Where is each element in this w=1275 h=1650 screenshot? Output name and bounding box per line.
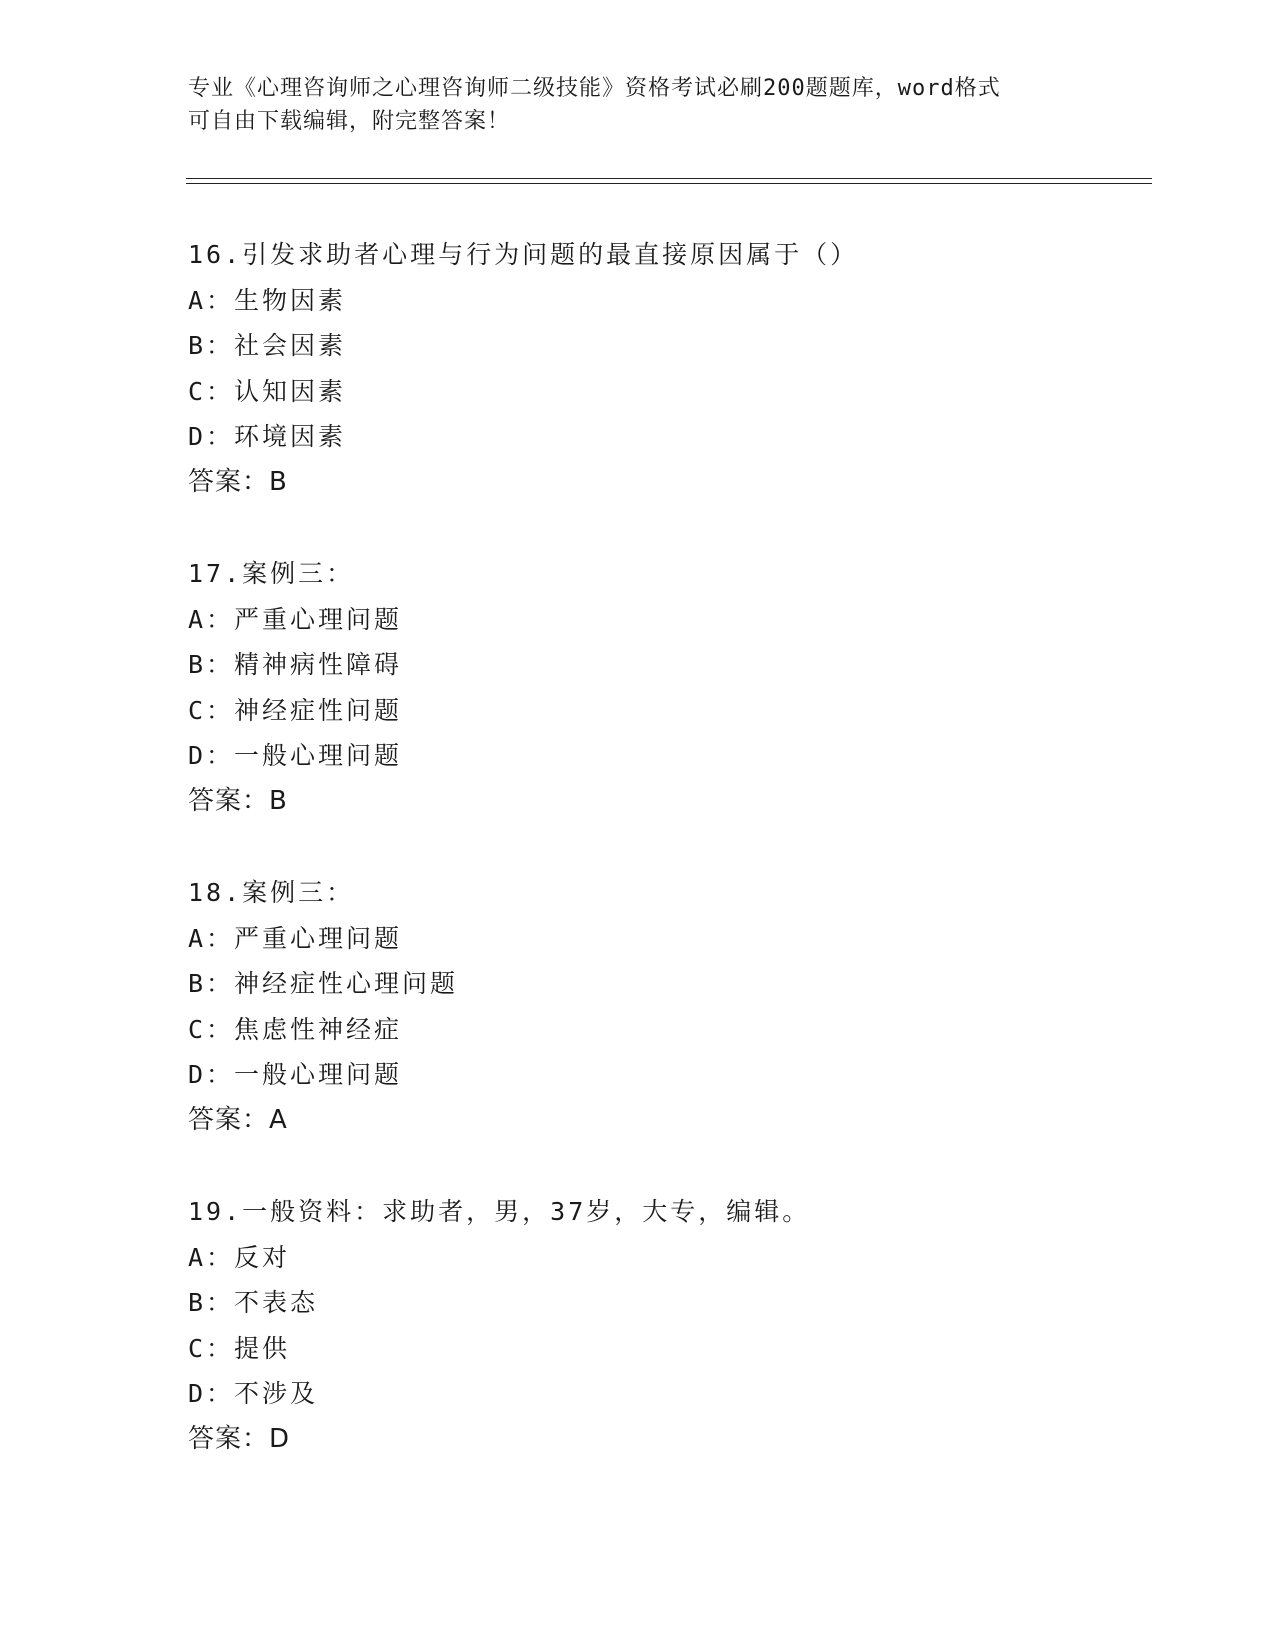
- option-a: A：严重心理问题: [188, 923, 403, 953]
- option-b: B：社会因素: [188, 331, 347, 360]
- question-stem: 19.一般资料：求助者，男，37岁，大专，编辑。: [188, 1197, 811, 1226]
- question-19: [188, 1189, 1148, 1462]
- question-list: [188, 232, 1148, 1508]
- document-header: [188, 72, 1088, 138]
- question-16: [188, 232, 1148, 505]
- header-line-1: 专业《心理咨询师之心理咨询师二级技能》资格考试必刷200题题库，word格式: [188, 76, 1001, 101]
- option-c: C：焦虑性神经症: [188, 1014, 403, 1044]
- header-divider-top: [186, 178, 1152, 179]
- header-divider-bottom: [186, 183, 1152, 184]
- answer-label: 答案：A: [188, 1104, 288, 1135]
- option-b: B：精神病性障碍: [188, 650, 403, 679]
- option-d: D：不涉及: [188, 1379, 319, 1408]
- option-d: D：一般心理问题: [188, 1060, 403, 1089]
- question-17: [188, 551, 1148, 824]
- option-a: A：反对: [188, 1242, 291, 1272]
- option-d: D：环境因素: [188, 422, 347, 451]
- question-stem: 17.案例三：: [188, 559, 355, 588]
- answer-label: 答案：D: [188, 1423, 291, 1454]
- option-c: C：提供: [188, 1333, 291, 1363]
- question-stem: 18.案例三：: [188, 878, 355, 907]
- option-b: B：神经症性心理问题: [188, 969, 459, 998]
- answer-label: 答案：B: [188, 466, 288, 497]
- answer-label: 答案：B: [188, 785, 288, 816]
- option-b: B：不表态: [188, 1288, 319, 1317]
- header-line-2: 可自由下载编辑，附完整答案！: [188, 109, 511, 134]
- question-18: [188, 870, 1148, 1143]
- option-a: A：严重心理问题: [188, 604, 403, 634]
- option-a: A：生物因素: [188, 285, 347, 315]
- option-c: C：神经症性问题: [188, 695, 403, 725]
- question-stem: 16.引发求助者心理与行为问题的最直接原因属于（）: [188, 240, 859, 269]
- option-c: C：认知因素: [188, 376, 347, 406]
- option-d: D：一般心理问题: [188, 741, 403, 770]
